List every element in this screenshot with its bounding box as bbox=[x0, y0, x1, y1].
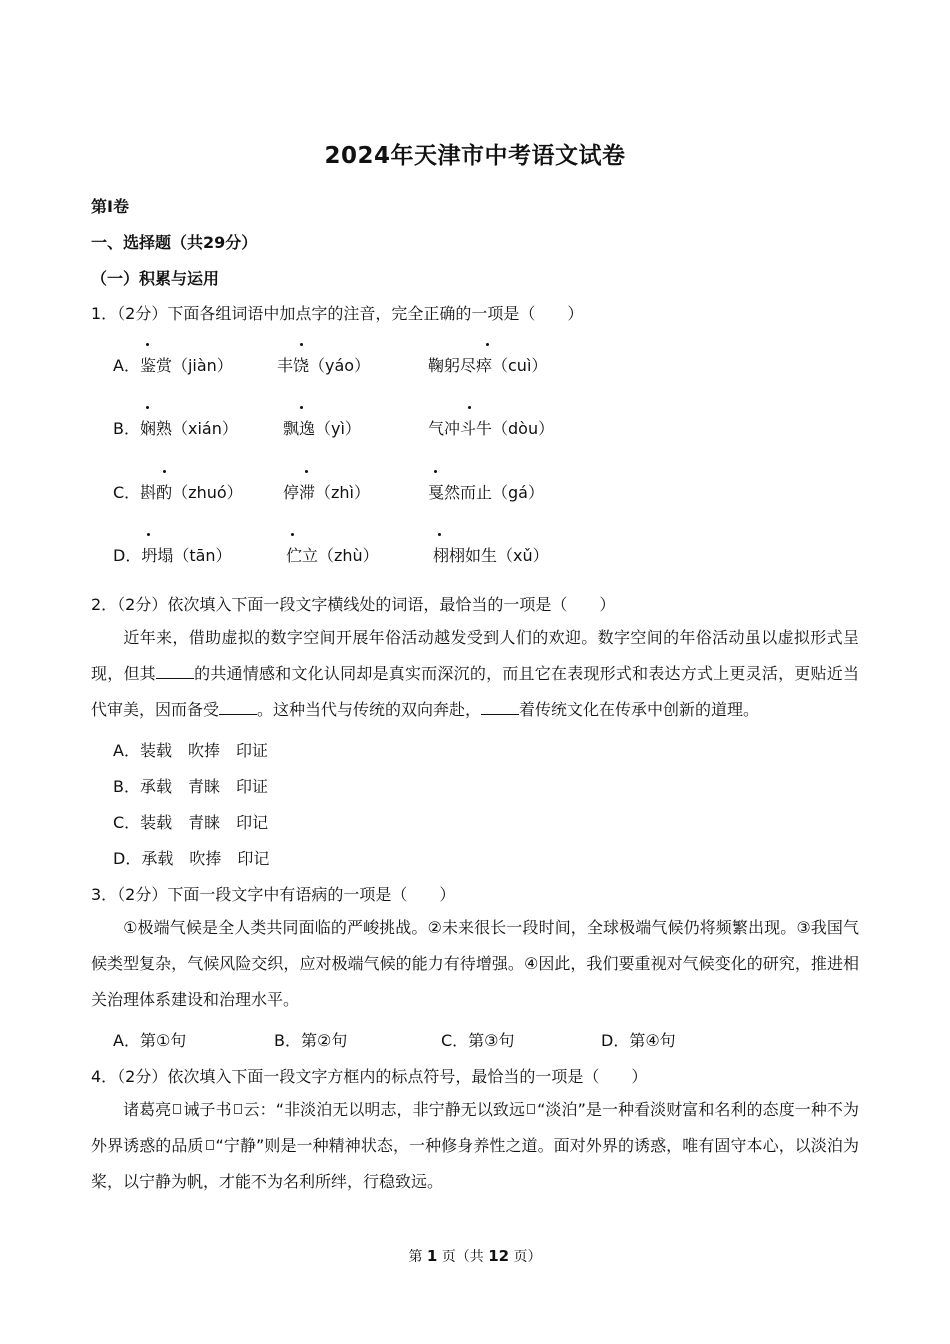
question-4-stem: 4．（2分）依次填入下面一段文字方框内的标点符号，最恰当的一项是（ ） bbox=[91, 1067, 648, 1086]
fill-blank bbox=[219, 700, 257, 715]
fill-blank bbox=[156, 664, 194, 679]
emphasis-dot bbox=[163, 470, 166, 473]
q2-option-b: B．承载 青睐 印证 bbox=[113, 777, 268, 796]
question-3-passage: ①极端气候是全人类共同面临的严峻挑战。②未来很长一段时间，全球极端气候仍将频繁出现。③我国气候类型复杂，气候风险交织，应对极端气候的能力有待增强。④因此，我们要重视对气候变化的研究，推进相关治理体系建设和治理水平。 bbox=[91, 918, 859, 1009]
volume-heading: 第Ⅰ卷 bbox=[91, 197, 129, 216]
q2-option-d: D．承载 吹捧 印记 bbox=[113, 849, 270, 868]
emphasis-dot bbox=[300, 406, 303, 409]
q3-option-a: A．第①句 bbox=[113, 1031, 187, 1050]
punctuation-box bbox=[173, 1104, 181, 1114]
emphasis-dot bbox=[305, 470, 308, 473]
q3-option-c: C．第③句 bbox=[441, 1031, 515, 1050]
q3-option-d: D．第④句 bbox=[601, 1031, 676, 1050]
q1-option-a-2: 丰饶（yáo） bbox=[277, 356, 371, 375]
emphasis-dot bbox=[146, 406, 149, 409]
emphasis-dot bbox=[146, 343, 149, 346]
q1-option-a-1: A．鉴赏（jiàn） bbox=[113, 356, 233, 375]
q3-option-b: B．第②句 bbox=[274, 1031, 348, 1050]
punctuation-box bbox=[527, 1104, 535, 1114]
question-4-passage: 诸葛亮 诫子书 云：“非淡泊无以明志，非宁静无以致远 “淡泊”是一种看淡财富和名利的态度一种不为外界诱惑的品质 “宁静”则是一种精神状态，一种修身养性之道。面对外界的诱惑，唯有固守本心，以淡泊为桨，以宁静为帆，才能不为名利所绊，行稳致远。 bbox=[91, 1100, 859, 1191]
punctuation-box bbox=[206, 1140, 214, 1150]
question-2-stem: 2．（2分）依次填入下面一段文字横线处的词语，最恰当的一项是（ ） bbox=[91, 595, 616, 614]
q1-option-b-1: B．娴熟（xián） bbox=[113, 419, 238, 438]
q1-option-d-3: 栩栩如生（xǔ） bbox=[433, 546, 549, 565]
question-2-passage: 近年来，借助虚拟的数字空间开展年俗活动越发受到人们的欢迎。数字空间的年俗活动虽以虚拟形式呈现，但其 的共通情感和文化认同却是真实而深沉的，而且它在表现形式和表达方式上更灵活，更贴近当代审美，因而备受 。这种当代与传统的双向奔赴， 着传统文化在传承中创新的道理。 bbox=[91, 628, 859, 719]
punctuation-box bbox=[234, 1104, 242, 1114]
page-footer: 第 1 页（共 12 页） bbox=[408, 1247, 542, 1265]
question-3-stem: 3．（2分）下面一段文字中有语病的一项是（ ） bbox=[91, 885, 456, 904]
q1-option-d-1: D．坍塌（tān） bbox=[113, 546, 232, 565]
subsection-heading: （一）积累与运用 bbox=[91, 269, 220, 288]
page-total: 12 bbox=[488, 1247, 510, 1265]
section-heading: 一、选择题（共29分） bbox=[91, 233, 258, 252]
emphasis-dot bbox=[468, 406, 471, 409]
q1-option-c-2: 停滞（zhì） bbox=[283, 483, 370, 502]
q1-option-a-3: 鞠躬尽瘁（cuì） bbox=[428, 356, 548, 375]
emphasis-dot bbox=[438, 533, 441, 536]
fill-blank bbox=[481, 700, 519, 715]
q2-option-a: A．装载 吹捧 印证 bbox=[113, 741, 268, 760]
emphasis-dot bbox=[147, 533, 150, 536]
q1-option-c-3: 戛然而止（gá） bbox=[428, 483, 544, 502]
emphasis-dot bbox=[486, 343, 489, 346]
emphasis-dot bbox=[291, 533, 294, 536]
question-1-stem: 1．（2分）下面各组词语中加点字的注音，完全正确的一项是（ ） bbox=[91, 304, 584, 323]
q1-option-b-3: 气冲斗牛（dòu） bbox=[428, 419, 555, 438]
exam-title: 2024年天津市中考语文试卷 bbox=[324, 143, 626, 169]
page-number: 1 bbox=[426, 1247, 438, 1265]
q2-option-c: C．装载 青睐 印记 bbox=[113, 813, 269, 832]
q1-option-d-2: 伫立（zhù） bbox=[286, 546, 379, 565]
q1-option-b-2: 飘逸（yì） bbox=[283, 419, 361, 438]
q1-option-c-1: C．斟酌（zhuó） bbox=[113, 483, 243, 502]
emphasis-dot bbox=[434, 470, 437, 473]
emphasis-dot bbox=[300, 343, 303, 346]
